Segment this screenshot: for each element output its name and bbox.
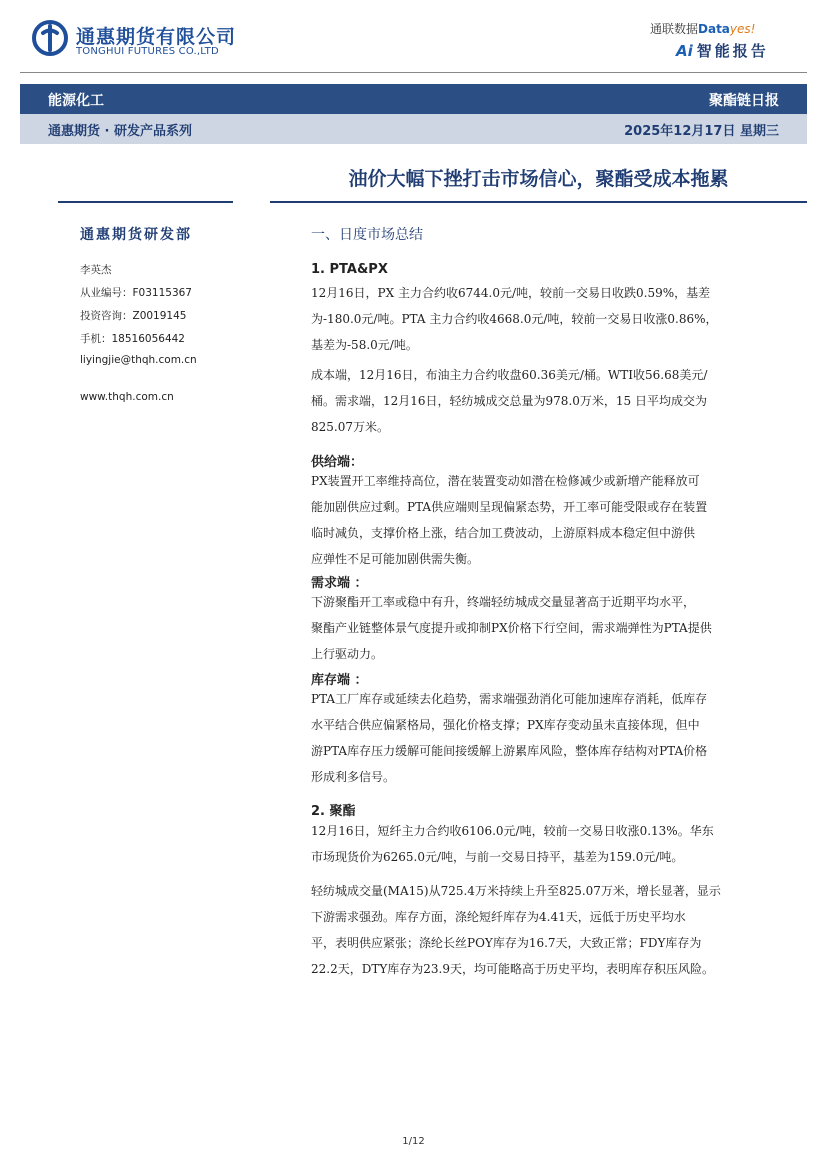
inventory-paragraph [311,686,756,790]
sector-band [20,84,807,114]
supply-label: 供给端： [311,455,364,470]
text-line: 上行驱动力。 [311,647,384,661]
series-label: 通惠期货 · 研发产品系列 [48,124,192,139]
pta-cost-paragraph [311,362,756,440]
title-rule-left [58,201,233,203]
text-line: 基差为-58.0元/吨。 [311,338,418,352]
subsection-pta: 1. PTA&PX [311,262,388,277]
ai-mark: Ai [676,42,693,60]
company-logo-icon [32,20,68,56]
text-line: 临时减负，支撑价格上涨，结合加工费波动，上游原料成本稳定但中游供 [311,526,696,540]
text-line: PTA工厂库存或延续去化趋势，需求端强劲消化可能加速库存消耗，低库存 [311,692,708,706]
license-number: 从业编号：F03115367 [80,287,192,299]
report-date: 2025年12月17日 星期三 [624,124,779,139]
section-heading: 一、日度市场总结 [311,227,423,243]
title-rule-right [270,201,807,203]
polyester-volume-paragraph [311,878,756,982]
datayes-prefix: 通联数据 [650,22,699,36]
text-line: 应弹性不足可能加剧供需失衡。 [311,552,480,566]
text-line: 22.2天，DTY库存为23.9天，均可能略高于历史平均，表明库存积压风险。 [311,962,714,976]
subsection-polyester: 2. 聚酯 [311,804,356,819]
pta-price-paragraph [311,280,756,358]
datayes-yes: yes! [729,22,756,36]
text-line: 聚酯产业链整体景气度提升或抑制PX价格下行空间，需求端弹性为PTA提供 [311,621,712,635]
text-line: 水平结合供应偏紧格局，强化价格支撑；PX库存变动虽未直接体现，但中 [311,718,700,732]
page-number: 1/12 [402,1136,425,1147]
text-line: 桶。需求端，12月16日，轻纺城成交总量为978.0万米，15 日平均成交为 [311,394,707,408]
polyester-price-paragraph [311,818,756,870]
text-line: 12月16日，PX 主力合约收6744.0元/吨，较前一交易日收跌0.59%，基差 [311,286,711,300]
text-line: 825.07万米。 [311,420,389,434]
text-line: 成本端，12月16日，布油主力合约收盘60.36美元/桶。WTI收56.68美元/ [311,368,708,382]
ai-report-text: 智能报告 [696,42,769,60]
text-line: 市场现货价为6265.0元/吨，与前一交易日持平，基差为159.0元/吨。 [311,850,684,864]
text-line: 游PTA库存压力缓解可能间接缓解上游累库风险，整体库存结构对PTA价格 [311,744,708,758]
text-line: 轻纺城成交量(MA15)从725.4万米持续上升至825.07万米，增长显著，显示 [311,884,721,898]
text-line: 平，表明供应紧张；涤纶长丝POY库存为16.7天，大致正常；FDY库存为 [311,936,702,950]
report-title: 油价大幅下挫打击市场信心，聚酯受成本拖累 [348,168,729,190]
supply-paragraph [311,468,756,572]
demand-paragraph [311,589,756,667]
email-link[interactable]: liyingjie@thqh.com.cn [80,354,197,366]
text-line: 下游聚酯开工率或稳中有升，终端轻纺城成交量显著高于近期平均水平， [311,595,696,609]
text-line: 12月16日，短纤主力合约收6106.0元/吨，较前一交易日收涨0.13%。华东 [311,824,714,838]
inventory-label: 库存端 ： [311,673,368,688]
text-line: PX装置开工率维持高位，潜在装置变动如潜在检修减少或新增产能释放可 [311,474,700,488]
website-link[interactable]: www.thqh.com.cn [80,391,174,403]
text-line: 形成利多信号。 [311,770,396,784]
datayes-logo [650,20,755,37]
ai-report-logo [676,40,769,61]
text-line: 下游需求强劲。库存方面，涤纶短纤库存为4.41天，远低于历史平均水 [311,910,686,924]
demand-label: 需求端 ： [311,576,368,591]
company-name-en: TONGHUI FUTURES CO.,LTD [76,46,219,57]
company-name-cn: 通惠期货有限公司 [76,26,237,48]
sector-label: 能源化工 [48,93,104,109]
header-divider [20,72,807,73]
advisory-number: 投资咨询：Z0019145 [80,310,187,322]
text-line: 为-180.0元/吨。PTA 主力合约收4668.0元/吨，较前一交易日收涨0.86%， [311,312,718,326]
datayes-brand: Data [698,22,730,36]
research-dept: 通惠期货研发部 [80,227,192,243]
analyst-name: 李英杰 [80,264,112,276]
report-type: 聚酯链日报 [709,93,779,109]
text-line: 能加剧供应过剩。PTA供应端则呈现偏紧态势，开工率可能受限或存在装置 [311,500,708,514]
phone-number: 手机：18516056442 [80,333,185,345]
